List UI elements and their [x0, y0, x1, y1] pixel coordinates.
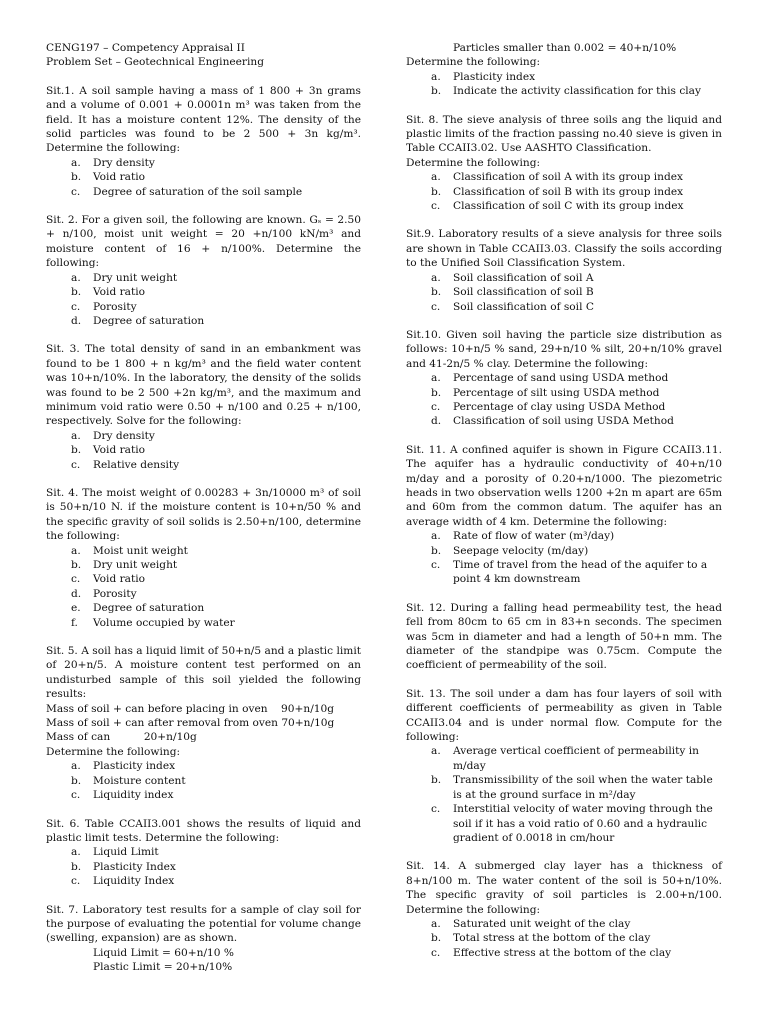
list-item: b. Total stress at the bottom of the clay: [431, 932, 651, 945]
list-item: b. Void ratio: [71, 444, 145, 457]
list-marker: a.: [431, 745, 441, 758]
item-list: [46, 845, 361, 888]
item-list: [406, 271, 722, 314]
list-item: a. Rate of flow of water (m³/day): [431, 530, 615, 543]
list-marker: b.: [71, 444, 82, 457]
list-marker: a.: [431, 530, 441, 543]
list-item: b. Void ratio: [71, 286, 145, 299]
list-marker: c.: [71, 300, 81, 313]
list-marker: a.: [431, 917, 441, 930]
list-item: c. Porosity: [71, 300, 137, 313]
problem-text: Sit. 7. Laboratory test results for a sample of clay soil for the purpose of evaluating the potential for volume change (swelling, expansion) are as shown.: [46, 903, 361, 945]
list-marker: b.: [431, 932, 442, 945]
data-line: Mass of soil + can after removal from oven 70+n/10g: [46, 717, 335, 730]
list-item: a. Liquid Limit: [71, 846, 159, 859]
list-marker: a.: [431, 171, 441, 184]
list-marker: b.: [71, 774, 82, 787]
problem-text: Sit. 11. A confined aquifer is shown in Figure CCAII3.11. The aquifer has a hydraulic conductivity of 40+n/10 m/day and a porosity of 0.20+n/1000. The piezometric heads in two observation wells 1200 +2n m apart are 65m and 60m from the common datum. The aquifer has an average width of 4 km. Determine the following:: [406, 443, 722, 528]
item-list: [46, 544, 361, 630]
problem-7-continued: [406, 41, 722, 99]
list-marker: a.: [71, 429, 81, 442]
problem-text: Sit. 13. The soil under a dam has four layers of soil with different coefficients of permeability as given in Table CCAII3.04 and is under normal flow. Compute for the following:: [406, 687, 722, 744]
item-list: [46, 429, 361, 472]
list-item: a. Saturated unit weight of the clay: [431, 917, 631, 930]
right-column: [406, 41, 722, 960]
list-item: b. Moisture content: [71, 774, 186, 787]
list-item: b. Classification of soil B with its group index: [431, 185, 684, 198]
list-item: c. Percentage of clay using USDA Method: [431, 400, 666, 413]
problem-13: [406, 687, 722, 845]
list-marker: c.: [431, 803, 441, 816]
list-marker: b.: [431, 386, 442, 399]
list-item: a. Soil classification of soil A: [431, 271, 594, 284]
list-marker: c.: [71, 458, 81, 471]
list-marker: c.: [431, 946, 441, 959]
problem-1: [46, 84, 361, 199]
problem-text: Sit. 12. During a falling head permeability test, the head fell from 80cm to 65 cm in 83+n seconds. The specimen was 5cm in diameter and had a length of 50+n mm. The diameter of the standpipe was 0.75cm. Compute the coefficient of permeability of the soil.: [406, 601, 722, 672]
list-marker: a.: [431, 271, 441, 284]
problem-set-title: Problem Set – Geotechnical Engineering: [46, 56, 264, 69]
list-item: c. Time of travel from the head of the aquifer to a point 4 km downstream: [431, 559, 708, 586]
list-marker: d.: [71, 587, 82, 600]
data-line: Plastic Limit = 20+n/10%: [93, 961, 233, 974]
list-marker: b.: [431, 774, 442, 787]
list-marker: c.: [431, 300, 441, 313]
item-list: [46, 156, 361, 199]
problem-text: Sit. 14. A submerged clay layer has a thickness of 8+n/100 m. The water content of the soil is 50+n/10%. The specific gravity of soil particles is 2.00+n/100. Determine the following:: [406, 860, 722, 916]
list-marker: c.: [71, 185, 81, 198]
list-item: a. Average vertical coefficient of permeability in m/day: [431, 745, 699, 772]
problem-4: [46, 486, 361, 630]
problem-text: Sit.9. Laboratory results of a sieve analysis for three soils are shown in Table CCAII3.03. Classify the soils according to the Unified Soil Classification System.: [406, 228, 722, 270]
list-item: a. Dry density: [71, 156, 155, 169]
item-list: [406, 917, 722, 960]
list-marker: c.: [71, 573, 81, 586]
list-item: b. Void ratio: [71, 171, 145, 184]
problem-11: [406, 443, 722, 587]
list-item: a. Plasticity index: [431, 70, 536, 83]
item-list: [406, 170, 722, 213]
list-item: d. Degree of saturation: [71, 314, 205, 327]
list-item: c. Degree of saturation of the soil sample: [71, 185, 303, 198]
determine-line: Determine the following:: [406, 156, 541, 169]
data-line: Mass of can 20+n/10g: [46, 731, 197, 744]
list-marker: e.: [71, 602, 81, 615]
problem-2: [46, 213, 361, 328]
problem-14: [406, 859, 722, 960]
list-item: d. Porosity: [71, 587, 137, 600]
list-marker: a.: [71, 760, 81, 773]
list-item: b. Dry unit weight: [71, 559, 178, 571]
list-marker: d.: [431, 415, 442, 428]
item-list: [406, 70, 722, 99]
list-marker: c.: [71, 789, 81, 802]
list-item: f. Volume occupied by water: [71, 616, 235, 629]
list-marker: b.: [71, 171, 82, 184]
list-item: a. Moist unit weight: [71, 544, 188, 557]
list-item: c. Interstitial velocity of water moving through the soil if it has a void ratio of 0.60 and a hydraulic gradient of 0.0018 in cm/hour: [431, 803, 713, 844]
item-list: [406, 744, 722, 845]
item-list: [406, 371, 722, 429]
list-item: b. Seepage velocity (m/day): [431, 544, 589, 557]
list-marker: a.: [431, 70, 441, 83]
list-marker: b.: [431, 185, 442, 198]
list-item: c. Void ratio: [71, 573, 145, 586]
problem-8: [406, 113, 722, 214]
item-list: [406, 529, 722, 587]
problem-text: Sit. 3. The total density of sand in an embankment was found to be 1 800 + n kg/m³ and the field water content was 10+n/10%. In the laboratory, the density of the solids was found to be 2 500 +2n kg/m³, and the maximum and minimum void ratio were 0.50 + n/100 and 0.25 + n/100, respectively. Solve for the following:: [46, 343, 361, 428]
list-item: a. Classification of soil A with its group index: [431, 171, 684, 184]
problem-10: [406, 328, 722, 429]
problem-text: Sit.10. Given soil having the particle size distribution as follows: 10+n/5 % sand, 29+n/10 % silt, 20+n/10% gravel and 41-2n/5 % clay. Determine the following:: [406, 328, 722, 370]
document-header: [46, 41, 361, 70]
list-item: c. Relative density: [71, 458, 180, 471]
problem-7: [46, 903, 361, 975]
course-title: CENG197 – Competency Appraisal II: [46, 42, 245, 54]
list-marker: a.: [71, 544, 81, 557]
problem-6: [46, 817, 361, 889]
list-marker: c.: [431, 200, 441, 213]
list-marker: b.: [431, 544, 442, 557]
data-line: Mass of soil + can before placing in oven 90+n/10g: [46, 702, 335, 715]
problem-text: Sit. 4. The moist weight of 0.00283 + 3n/10000 m³ of soil is 50+n/10 N. if the moisture content is 10+n/50 % and the specific gravity of soil solids is 2.50+n/100, determine the following:: [46, 486, 361, 543]
data-line: Liquid Limit = 60+n/10 %: [93, 946, 234, 959]
list-marker: b.: [431, 286, 442, 299]
list-marker: a.: [71, 846, 81, 859]
list-item: a. Dry density: [71, 429, 155, 442]
list-marker: a.: [431, 372, 441, 385]
list-marker: b.: [71, 286, 82, 299]
problem-text: Sit. 2. For a given soil, the following are known. Gₛ = 2.50 + n/100, moist unit weight = 20 +n/100 kN/m³ and moisture content of 16 + n/100%. Determine the following:: [46, 214, 361, 270]
list-item: e. Degree of saturation: [71, 602, 205, 615]
list-marker: b.: [71, 860, 82, 873]
list-item: b. Transmissibility of the soil when the water table is at the ground surface in m²/day: [431, 774, 713, 801]
problem-3: [46, 342, 361, 472]
list-item: d. Classification of soil using USDA Method: [431, 415, 674, 428]
list-item: c. Classification of soil C with its group index: [431, 200, 684, 213]
list-item: b. Plasticity Index: [71, 860, 176, 873]
determine-line: Determine the following:: [406, 56, 541, 69]
list-marker: c.: [71, 875, 81, 888]
problem-text: Sit. 6. Table CCAII3.001 shows the results of liquid and plastic limit tests. Determine the following:: [46, 817, 361, 844]
data-line: Particles smaller than 0.002 = 40+n/10%: [453, 42, 677, 54]
determine-line: Determine the following:: [46, 745, 181, 758]
problem-text: Sit. 5. A soil has a liquid limit of 50+n/5 and a plastic limit of 20+n/5. A moisture content test performed on an undisturbed sample of this soil yielded the following results:: [46, 645, 361, 701]
problem-12: [406, 601, 722, 673]
problem-5: [46, 644, 361, 802]
list-marker: a.: [71, 271, 81, 284]
list-marker: a.: [71, 156, 81, 169]
list-item: b. Indicate the activity classification for this clay: [431, 85, 701, 98]
list-item: a. Dry unit weight: [71, 271, 178, 284]
list-marker: c.: [431, 400, 441, 413]
list-item: a. Plasticity index: [71, 760, 176, 773]
list-marker: d.: [71, 314, 82, 327]
list-marker: c.: [431, 559, 441, 571]
problem-text: Sit.1. A soil sample having a mass of 1 800 + 3n grams and a volume of 0.001 + 0.0001n m³ was taken from the field. It has a moisture content 12%. The density of the solid particles was found to be 2 500 + 3n kg/m³. Determine the following:: [46, 84, 361, 155]
left-column: [46, 41, 361, 975]
list-item: b. Soil classification of soil B: [431, 286, 594, 299]
list-item: b. Percentage of silt using USDA method: [431, 386, 660, 399]
list-item: c. Effective stress at the bottom of the clay: [431, 946, 672, 959]
item-list: [46, 271, 361, 329]
list-marker: b.: [431, 85, 442, 98]
list-marker: f.: [71, 616, 78, 629]
list-marker: b.: [71, 559, 82, 571]
list-item: c. Liquidity Index: [71, 875, 175, 888]
list-item: c. Liquidity index: [71, 789, 174, 802]
list-item: c. Soil classification of soil C: [431, 300, 594, 313]
item-list: [46, 759, 361, 802]
list-item: a. Percentage of sand using USDA method: [431, 372, 669, 385]
problem-9: [406, 227, 722, 313]
problem-text: Sit. 8. The sieve analysis of three soils ang the liquid and plastic limits of the fraction passing no.40 sieve is given in Table CCAII3.02. Use AASHTO Classification.: [406, 113, 722, 155]
